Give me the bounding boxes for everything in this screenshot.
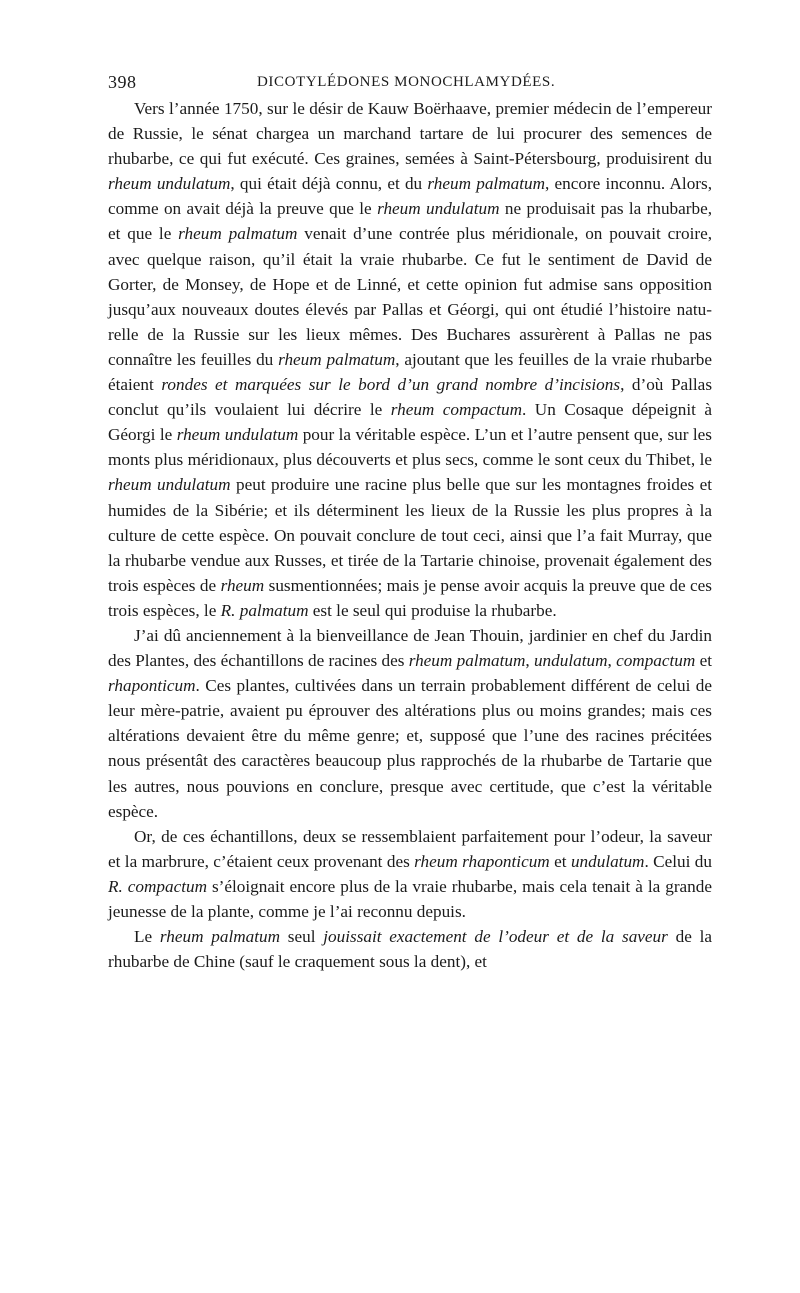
italic-text: undulatum <box>533 651 608 671</box>
paragraph <box>108 824 712 924</box>
paragraph <box>108 623 712 824</box>
text-run: seul <box>280 927 324 947</box>
italic-text: compactum <box>616 651 696 671</box>
italic-text: rheum <box>220 575 265 595</box>
italic-text: undulatum <box>570 851 645 871</box>
italic-text: rhaponticum <box>108 676 196 696</box>
text-run: de la rhubarbe de Chine (sauf le craquement sous la dent), et <box>108 927 712 972</box>
running-head: DICOTYLÉDONES MONOCHLAMYDÉES. <box>257 74 556 90</box>
italic-text: jouissait exactement de l’odeur et de la saveur <box>323 927 668 947</box>
page-header <box>108 72 712 98</box>
italic-text: rheum rhaponticum <box>414 851 550 871</box>
text-run: Or, de ces échantillons, deux se ressemblaient parfaitement pour l’odeur, la saveur et la marbrure, c’étaient ceux provenant des <box>108 826 712 871</box>
italic-text: rheum palmatum <box>278 349 396 369</box>
text-run: venait d’une contrée plus méridionale, on pouvait croire, avec quelque raison, qu’il était la vraie rhubarbe. Ce fut le sentiment de David de Gorter, de Monsey, de Hope et de Linné, et cette opinion fut admise sans opposition jusqu’aux nouveaux doutes élevés par Pallas et Géorgi, qui ont étudié l’histoire naturelle de la Russie sur les lieux mêmes. Des Buchares assurèrent à Pallas ne pas connaître les feuilles du <box>108 224 712 369</box>
text-run: s’éloignait encore plus de la vraie rhubarbe, mais cela tenait à la grande jeunesse de la plante, comme je l’ai reconnu depuis. <box>108 876 712 921</box>
italic-text: rondes et marquées sur le bord d’un grand nombre d’incisions <box>161 375 621 395</box>
text-run: Le <box>134 927 160 947</box>
italic-text: rheum palmatum <box>159 927 281 947</box>
italic-text: rheum compactum <box>390 400 523 420</box>
italic-text: rheum undulatum <box>108 174 231 194</box>
text-run: pour la véritable espèce. L’un et l’autre pensent que, sur les monts plus méridionaux, plus découverts et plus secs, comme le sont ceux du Thibet, le <box>108 425 712 470</box>
text-run: et <box>549 851 571 871</box>
text-run: susmentionnées; mais je pense avoir acquis la preuve que de ces trois espèces, le <box>108 575 712 620</box>
text-run: , ajoutant que les feuilles de la vraie rhubarbe étaient <box>108 349 713 395</box>
text-run: . Un Cosaque dépeignit à Géorgi le <box>108 400 712 445</box>
text-run: . Ces plantes, cultivées dans un terrain probablement différent de celui de leur mère-patrie, avaient pu éprouver des altérations plus ou moins grandes; mais ces altérations devaient être du même genre; et, supposé que l’une des racines précitées nous présentât des caractères beaucoup plus rapprochés de la rhubarbe de Tartarie que les autres, nous pouvions en conclure, presque avec certitude, que c’est la véritable espèce. <box>108 676 712 821</box>
paragraph <box>108 924 712 974</box>
text-run: , d’où Pallas conclut qu’ils voulaient lui décrire le <box>108 375 713 420</box>
text-run: peut produire une racine plus belle que sur les montagnes froides et humides de la Sibérie; et ils déterminent les lieux de la Russie les plus propres à la culture de cette espèce. On pouvait conclure de tout ceci, ainsi que l’a fait Murray, que la rhubarbe vendue aux Russes, et tirée de la Tartarie chinoise, provenait également des trois espèces de <box>108 475 712 595</box>
text-run: , <box>607 651 617 671</box>
paragraph <box>108 96 712 623</box>
italic-text: R. palmatum <box>220 600 309 620</box>
italic-text: rheum undulatum <box>108 475 231 495</box>
text-run: est le seul qui produise la rhubarbe. <box>308 600 557 620</box>
italic-text: rheum palmatum <box>408 651 526 671</box>
page-number: 398 <box>108 72 137 92</box>
italic-text: R. compactum <box>108 876 207 896</box>
text-run: , <box>525 651 534 671</box>
text-run: , encore inconnu. Alors, comme on avait déjà la preuve que le <box>108 174 712 219</box>
text-run: et <box>695 651 713 671</box>
italic-text: rheum undulatum <box>176 425 299 445</box>
italic-text: rheum palmatum <box>178 224 298 244</box>
italic-text: rheum undulatum <box>377 199 500 219</box>
body-text <box>108 96 712 974</box>
italic-text: rheum palmatum <box>427 174 545 194</box>
text-run: . Celui du <box>644 851 712 871</box>
text-run: Vers l’année 1750, sur le désir de Kauw Boërhaave, premier médecin de l’empereur de Russie, le sénat chargea un marchand tartare de lui procurer des semences de rhubarbe, ce qui fut exécuté. Ces graines, semées à Saint-Pétersbourg, produisirent du <box>108 99 712 169</box>
text-run: , qui était déjà connu, et du <box>230 174 428 194</box>
text-run: ne produisait pas la rhubarbe, et que le <box>108 199 713 244</box>
text-run: J’ai dû anciennement à la bienveillance de Jean Thouin, jardinier en chef du Jardin des Plantes, des échantillons de racines des <box>108 625 712 671</box>
